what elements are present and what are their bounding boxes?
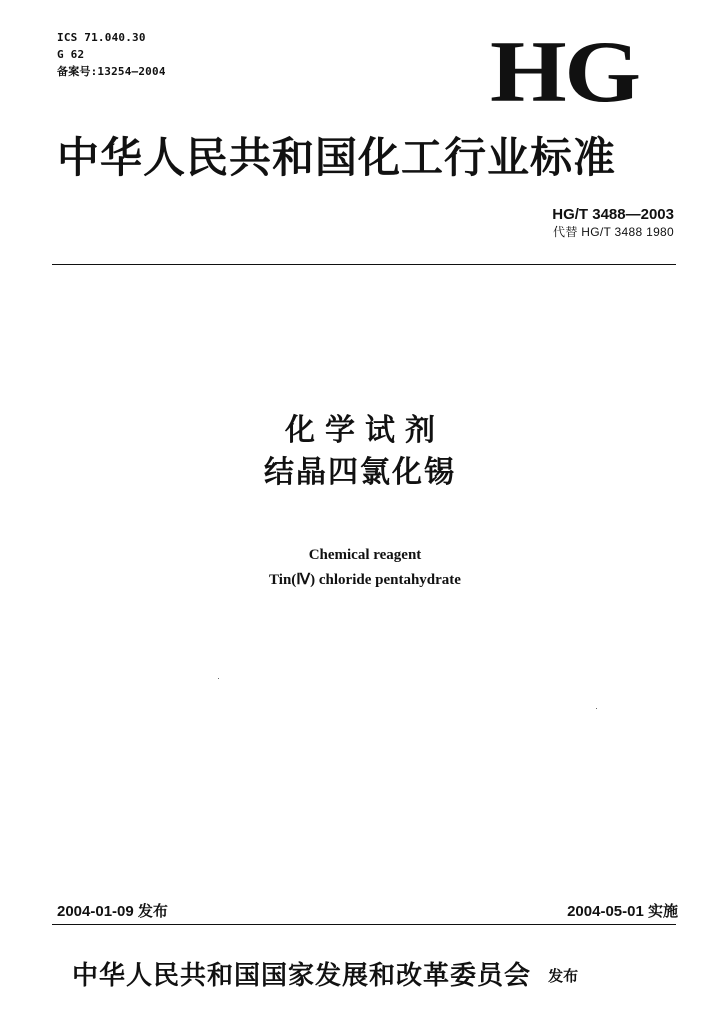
- english-title-line2: Tin(Ⅳ) chloride pentahydrate: [269, 572, 461, 588]
- speck: [218, 678, 219, 679]
- english-title: [0, 543, 720, 593]
- classification-block: [57, 29, 166, 80]
- header-divider: [52, 264, 676, 265]
- replaces-standard: 代替 HG/T 3488 1980: [553, 225, 674, 239]
- record-number: 备案号:13254—2004: [57, 65, 166, 78]
- chinese-title-line1: 化学试剂: [285, 413, 445, 448]
- standard-number-block: [552, 206, 674, 240]
- speck: [596, 708, 597, 709]
- chinese-title: [0, 410, 720, 494]
- hg-logo: HG: [490, 24, 639, 121]
- chinese-title-line2: 结晶四氯化锡: [264, 455, 456, 490]
- english-title-line1: Chemical reagent: [308, 547, 422, 563]
- footer-divider: [52, 924, 676, 925]
- classification-code: G 62: [57, 48, 85, 61]
- ics-code: ICS 71.040.30: [57, 31, 146, 44]
- implementation-date: 2004-05-01 实施: [567, 903, 678, 920]
- issuer-name: 中华人民共和国国家发展和改革委员会: [72, 961, 532, 991]
- standard-number: HG/T 3488—2003: [552, 206, 674, 223]
- issuer-block: [72, 955, 578, 992]
- issuer-action: 发布: [548, 967, 579, 985]
- issue-date: 2004-01-09 发布: [57, 903, 168, 920]
- standard-category-title: 中华人民共和国化工行业标准: [57, 133, 617, 182]
